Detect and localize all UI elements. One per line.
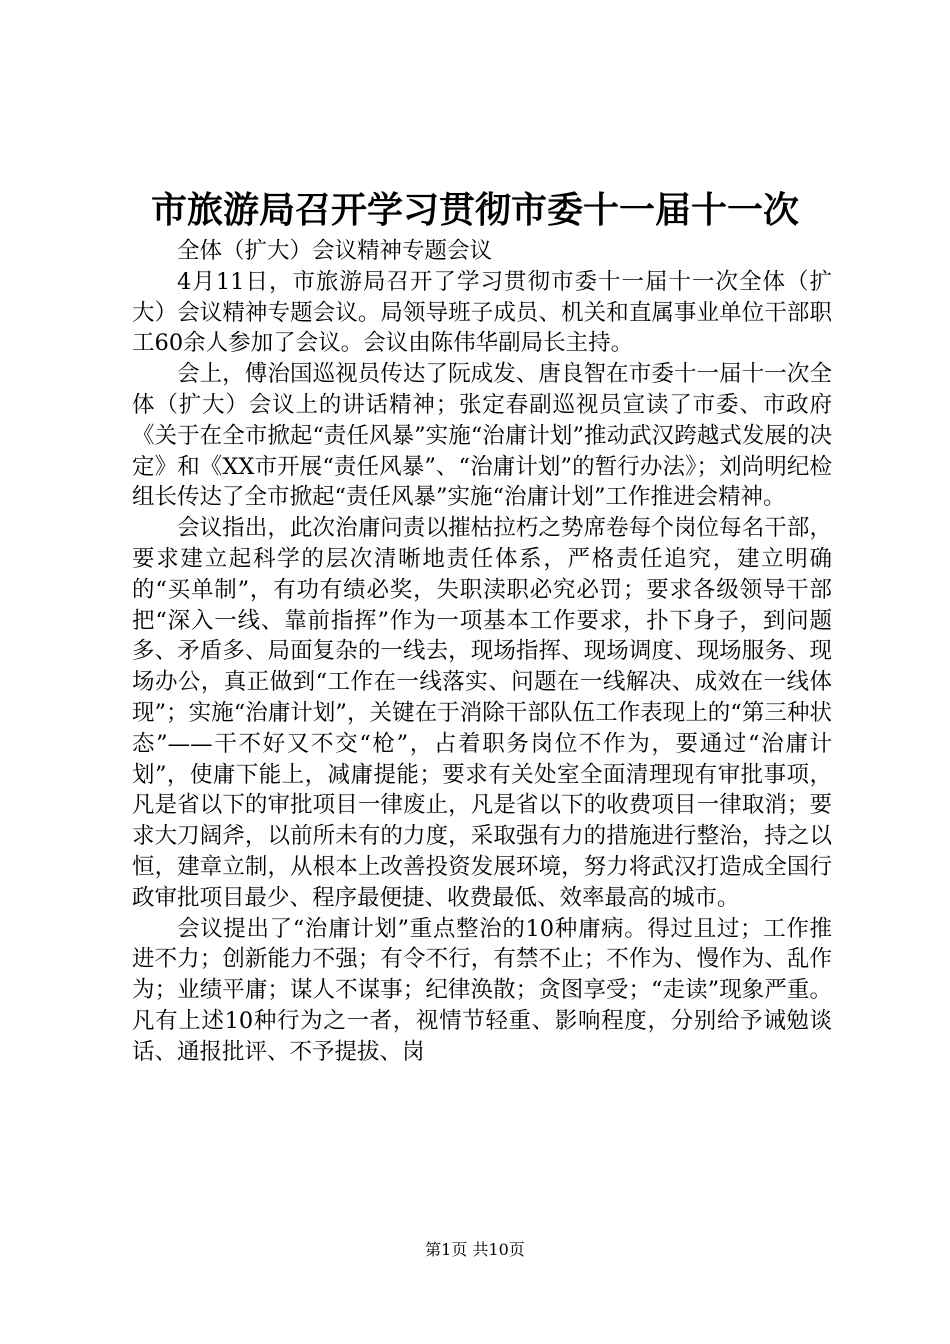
- document-title: 市旅游局召开学习贯彻市委十一届十一次: [150, 189, 799, 231]
- subtitle-line: 全体（扩大）会议精神专题会议: [177, 238, 493, 264]
- paragraph: 会议提出了“治庸计划”重点整治的10种庸病。得过且过；工作推进不力；创新能力不强；有令不行，有禁不止；不作为、慢作为、乱作为；业绩平庸；谋人不谋事；纪律涣散；贪图享受；“走读”现象严重。凡有上述10种行为之一者，视情节轻重、影响程度，分别给予诫勉谈话、通报批评、不予提拔、岗: [132, 915, 832, 1065]
- page-number-footer: 第1页 共10页: [425, 1240, 525, 1259]
- document-body: [132, 236, 832, 1068]
- paragraph: 会议指出，此次治庸问责以摧枯拉朽之势席卷每个岗位每名干部，要求建立起科学的层次清晰地责任体系，严格责任追究，建立明确的“买单制”，有功有绩必奖，失职渎职必究必罚；要求各级领导干部把“深入一线、靠前指挥”作为一项基本工作要求，扑下身子，到问题多、矛盾多、局面复杂的一线去，现场指挥、现场调度、现场服务、现场办公，真正做到“工作在一线落实、问题在一线解决、成效在一线体现”；实施“治庸计划”，关键在于消除干部队伍工作表现上的“第三种状态”——干不好又不交“枪”，占着职务岗位不作为，要通过“治庸计划”，使庸下能上，减庸提能；要求有关处室全面清理现有审批事项，凡是省以下的审批项目一律废止，凡是省以下的收费项目一律取消；要求大刀阔斧，以前所未有的力度，采取强有力的措施进行整治，持之以恒，建章立制，从根本上改善投资发展环境，努力将武汉打造成全国行政审批项目最少、程序最便捷、收费最低、效率最高的城市。: [132, 515, 832, 911]
- paragraph: 会上，傅治国巡视员传达了阮成发、唐良智在市委十一届十一次全体（扩大）会议上的讲话精神；张定春副巡视员宣读了市委、市政府《关于在全市掀起“责任风暴”实施“治庸计划”推动武汉跨越式发展的决定》和《XX市开展“责任风暴”、“治庸计划”的暂行办法》；刘尚明纪检组长传达了全市掀起“责任风暴”实施“治庸计划”工作推进会精神。: [132, 361, 832, 511]
- paragraph: 4月11日，市旅游局召开了学习贯彻市委十一届十一次全体（扩大）会议精神专题会议。局领导班子成员、机关和直属事业单位干部职工60余人参加了会议。会议由陈伟华副局长主持。: [132, 268, 832, 357]
